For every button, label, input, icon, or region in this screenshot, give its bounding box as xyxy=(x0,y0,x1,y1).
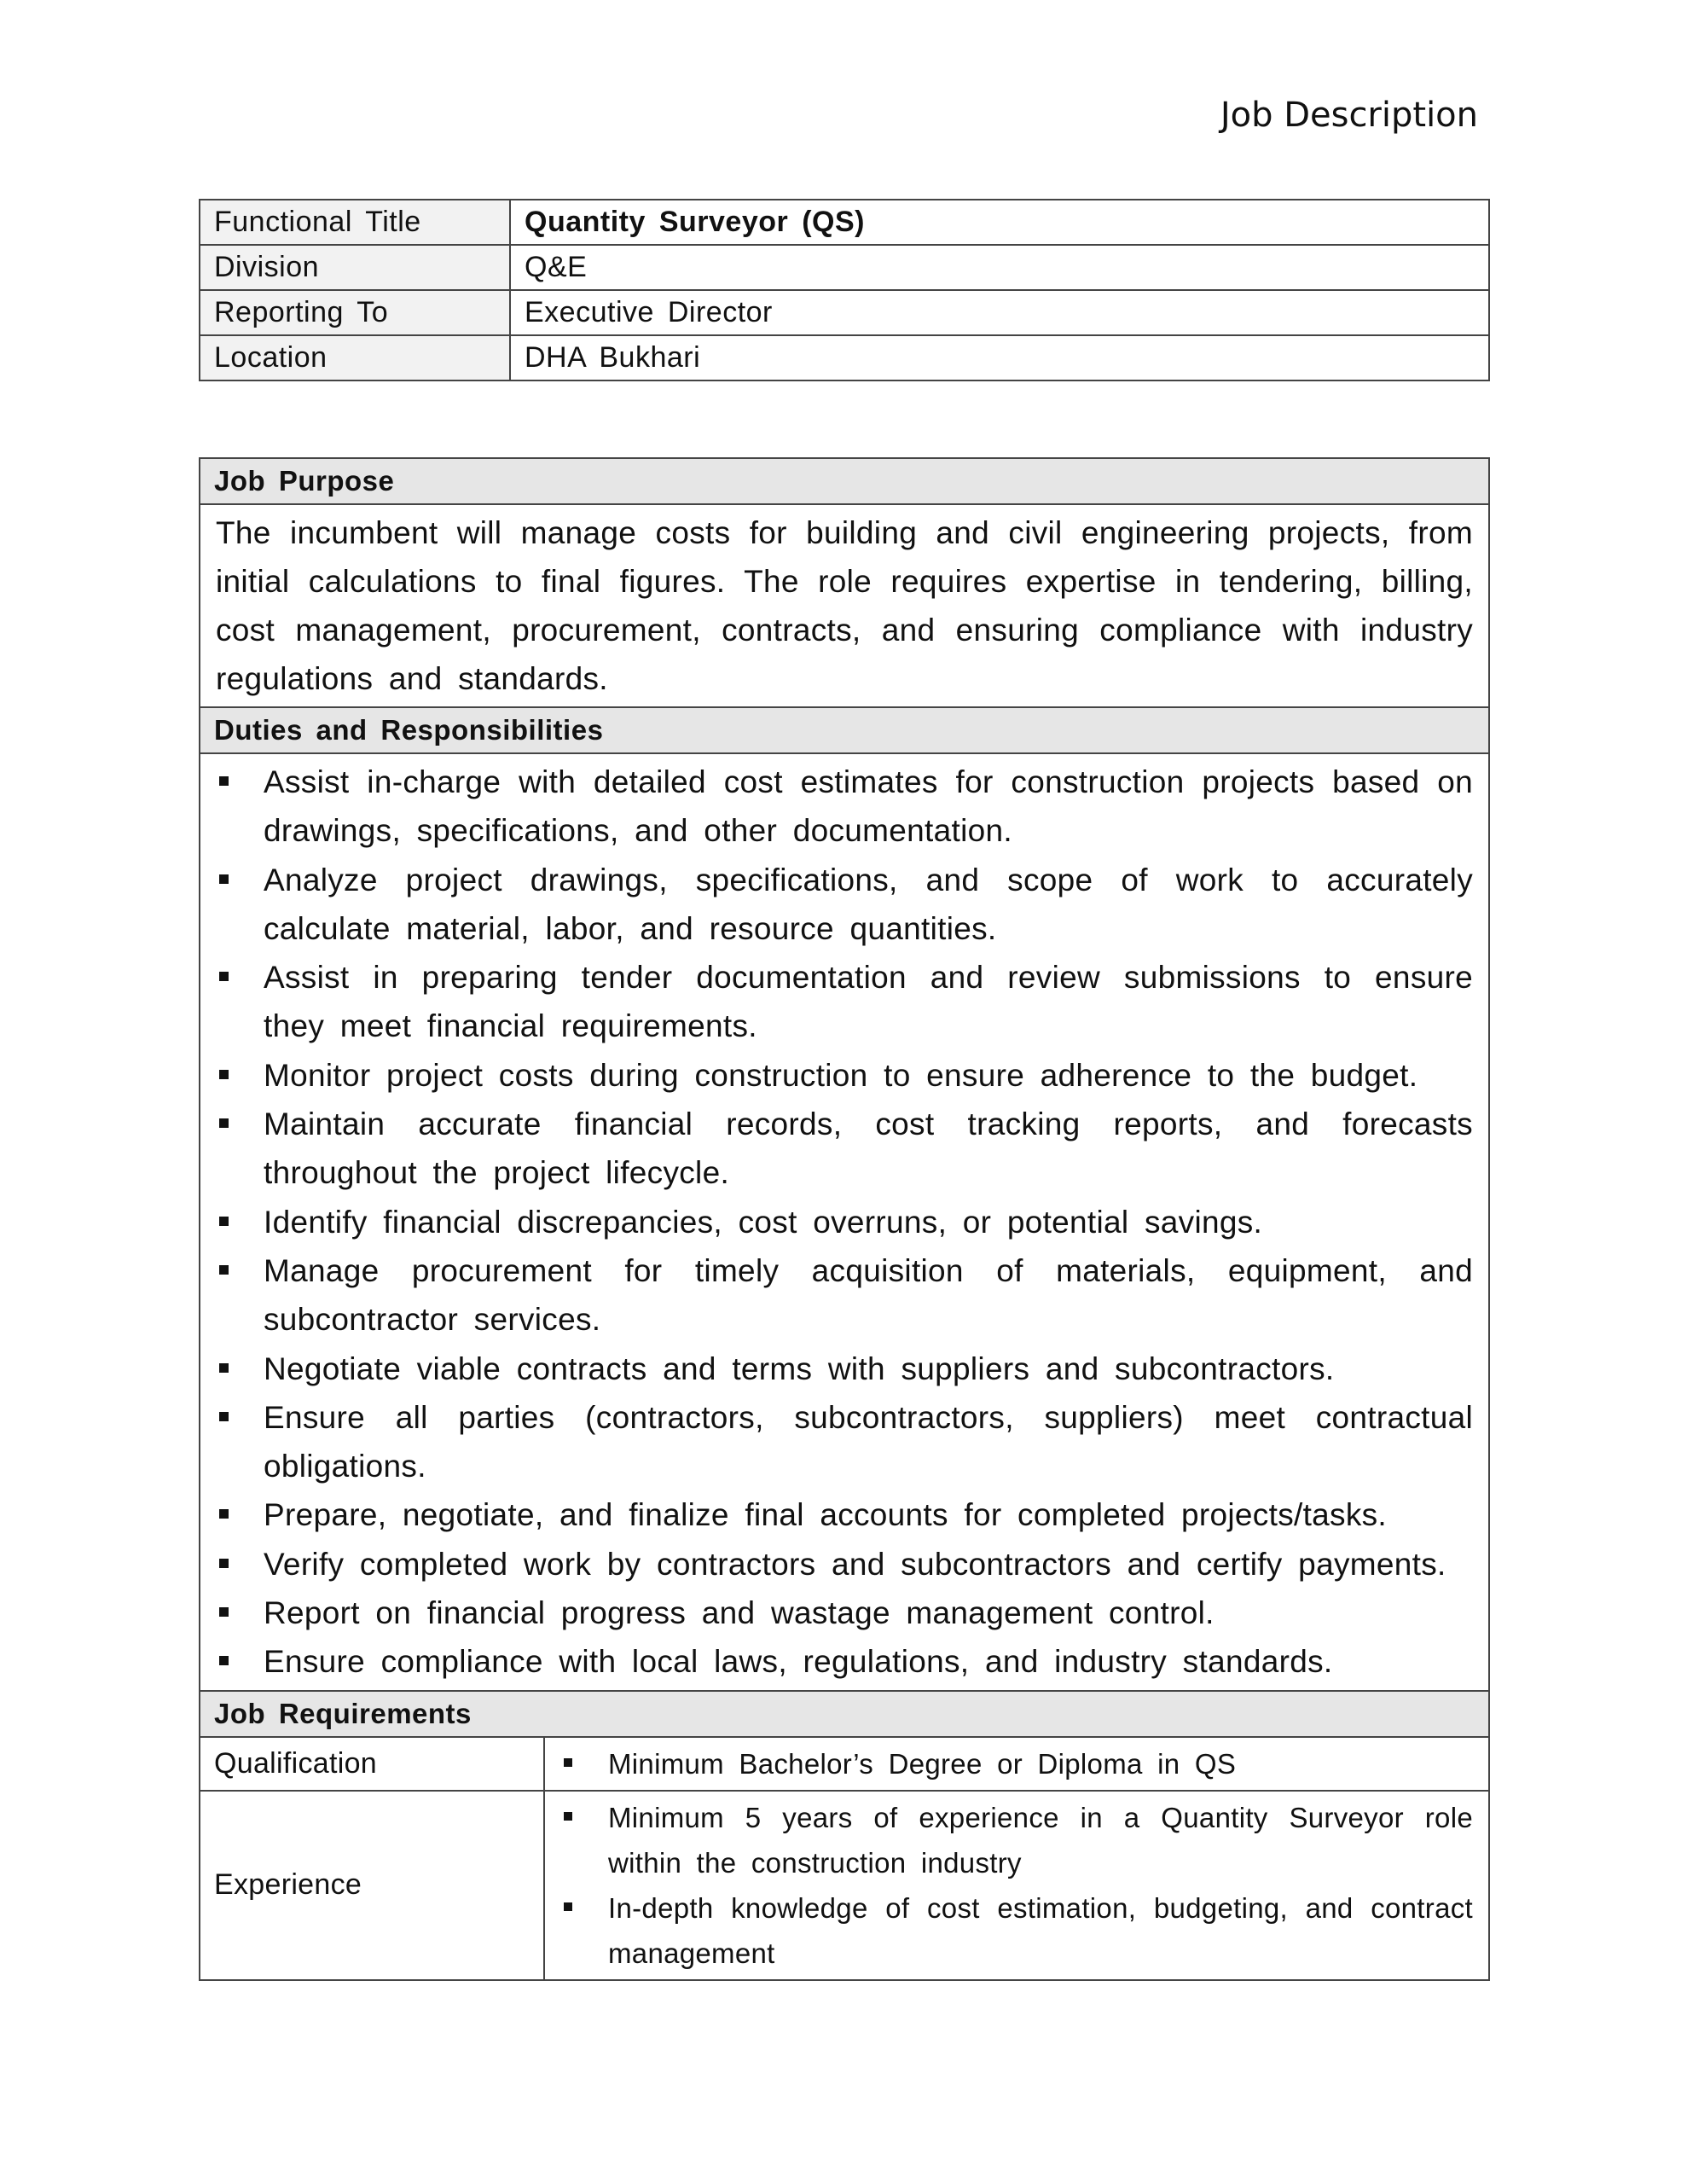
duty-item xyxy=(216,1490,1473,1539)
duty-item xyxy=(216,1540,1473,1589)
duty-item xyxy=(216,1393,1473,1491)
duty-item xyxy=(216,1637,1473,1686)
duty-item xyxy=(216,1100,1473,1198)
duty-text: Maintain accurate financial records, cost tracking reports, and forecasts throughout the project lifecycle. xyxy=(264,1107,1473,1191)
square-bullet-icon xyxy=(219,1265,229,1275)
duty-item xyxy=(216,1589,1473,1637)
square-bullet-icon xyxy=(219,874,229,884)
requirement-label: Qualification xyxy=(200,1737,544,1791)
square-bullet-icon xyxy=(219,1363,229,1373)
info-label: Reporting To xyxy=(200,290,510,335)
duty-text: Analyze project drawings, specifications, and scope of work to accurately calculate material, labor, and resource quantities. xyxy=(264,862,1473,946)
job-info-table xyxy=(199,199,1490,381)
duty-item xyxy=(216,953,1473,1051)
job-purpose-text: The incumbent will manage costs for building and civil engineering projects, from initial calculations to final figures. The role requires expertise in tendering, billing, cost management, procurement, contracts, and ensuring compliance with industry regulations and standards. xyxy=(200,504,1489,707)
requirement-item xyxy=(560,1741,1473,1786)
info-row-reporting-to xyxy=(200,290,1489,335)
info-value: Q&E xyxy=(510,245,1489,290)
duties-heading: Duties and Responsibilities xyxy=(200,707,1489,753)
square-bullet-icon xyxy=(219,1118,229,1128)
duty-text: Report on financial progress and wastage management control. xyxy=(264,1595,1215,1631)
requirement-row-experience xyxy=(200,1791,1489,1980)
square-bullet-icon xyxy=(219,1559,229,1568)
requirement-text: Minimum Bachelor’s Degree or Diploma in QS xyxy=(608,1747,1237,1780)
square-bullet-icon xyxy=(564,1902,572,1911)
duty-text: Prepare, negotiate, and finalize final accounts for completed projects/tasks. xyxy=(264,1497,1388,1533)
info-value: Executive Director xyxy=(510,290,1489,335)
duty-text: Verify completed work by contractors and subcontractors and certify payments. xyxy=(264,1546,1446,1582)
duties-list xyxy=(216,758,1473,1687)
qualification-list xyxy=(560,1741,1473,1786)
requirement-item xyxy=(560,1885,1473,1976)
info-label: Division xyxy=(200,245,510,290)
requirement-text: Minimum 5 years of experience in a Quantity Surveyor role within the construction industry xyxy=(608,1801,1473,1879)
square-bullet-icon xyxy=(219,1656,229,1665)
square-bullet-icon xyxy=(219,972,229,981)
duty-text: Negotiate viable contracts and terms with suppliers and subcontractors. xyxy=(264,1350,1335,1386)
info-value: DHA Bukhari xyxy=(510,335,1489,380)
requirements-heading: Job Requirements xyxy=(200,1691,1489,1737)
duty-text: Ensure all parties (contractors, subcontractors, suppliers) meet contractual obligations. xyxy=(264,1399,1473,1484)
requirement-value xyxy=(544,1737,1489,1791)
info-row-location xyxy=(200,335,1489,380)
requirement-label: Experience xyxy=(200,1791,544,1980)
info-row-division xyxy=(200,245,1489,290)
duty-item xyxy=(216,758,1473,856)
duty-item xyxy=(216,1345,1473,1393)
duty-item xyxy=(216,1246,1473,1345)
duty-item xyxy=(216,1051,1473,1100)
duty-text: Manage procurement for timely acquisition of materials, equipment, and subcontractor services. xyxy=(264,1252,1473,1338)
duty-text: Assist in preparing tender documentation and review submissions to ensure they meet financial requirements. xyxy=(264,960,1473,1044)
requirement-value xyxy=(544,1791,1489,1980)
page-title: Job Description xyxy=(1220,96,1478,135)
square-bullet-icon xyxy=(564,1812,572,1821)
duty-text: Identify financial discrepancies, cost overruns, or potential savings. xyxy=(264,1204,1263,1240)
experience-list xyxy=(560,1795,1473,1976)
duty-text: Assist in-charge with detailed cost estimates for construction projects based on drawings, specifications, and other documentation. xyxy=(264,764,1473,849)
requirement-item xyxy=(560,1795,1473,1885)
square-bullet-icon xyxy=(219,1070,229,1079)
square-bullet-icon xyxy=(219,1509,229,1519)
duty-text: Ensure compliance with local laws, regulations, and industry standards. xyxy=(264,1644,1333,1680)
job-details-table xyxy=(199,457,1490,1981)
square-bullet-icon xyxy=(219,1217,229,1226)
requirement-text: In-depth knowledge of cost estimation, budgeting, and contract management xyxy=(608,1891,1473,1969)
square-bullet-icon xyxy=(219,776,229,786)
job-purpose-heading: Job Purpose xyxy=(200,458,1489,504)
info-label: Functional Title xyxy=(200,200,510,245)
square-bullet-icon xyxy=(564,1758,572,1767)
info-row-functional-title xyxy=(200,200,1489,245)
info-label: Location xyxy=(200,335,510,380)
duty-text: Monitor project costs during construction to ensure adherence to the budget. xyxy=(264,1057,1418,1093)
requirement-row-qualification xyxy=(200,1737,1489,1791)
square-bullet-icon xyxy=(219,1412,229,1421)
square-bullet-icon xyxy=(219,1607,229,1617)
duty-item xyxy=(216,1198,1473,1246)
duty-item xyxy=(216,856,1473,954)
duties-cell xyxy=(200,753,1489,1691)
info-value: Quantity Surveyor (QS) xyxy=(510,200,1489,245)
